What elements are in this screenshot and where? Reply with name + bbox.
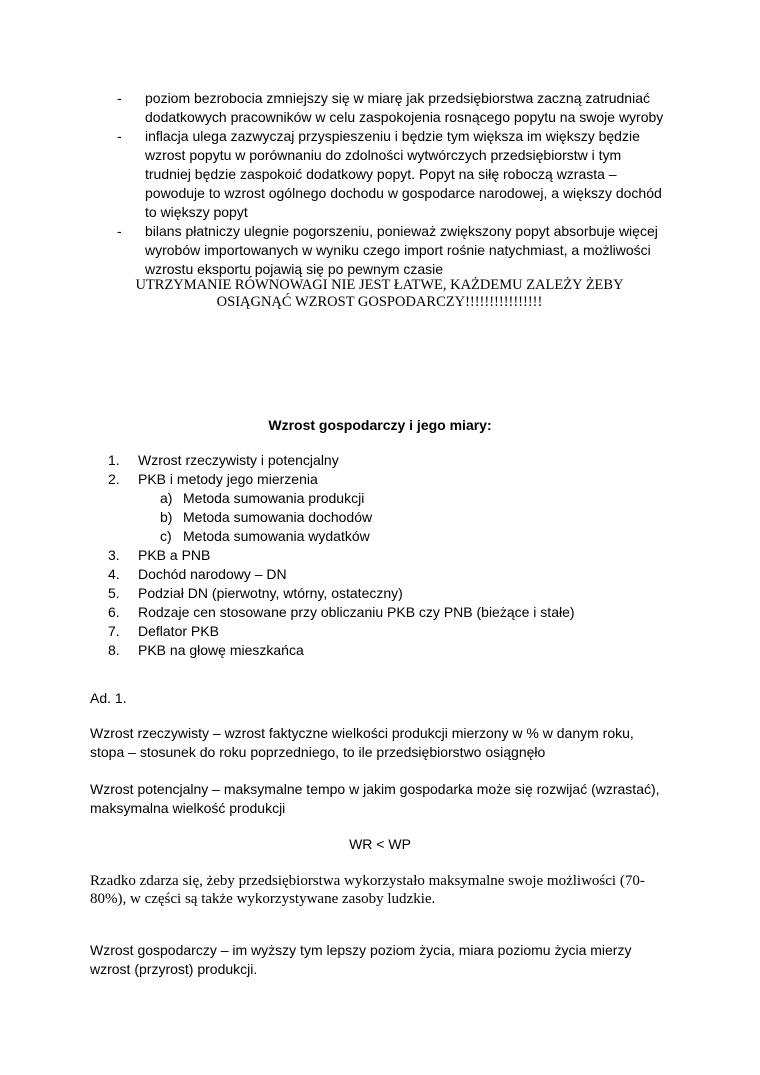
dash-marker: - bbox=[117, 223, 122, 239]
outline-text: Dochód narodowy – DN bbox=[138, 566, 287, 582]
outline-text: PKB na głowę mieszkańca bbox=[138, 642, 304, 658]
outline-marker: 8. bbox=[108, 642, 120, 658]
outline-item bbox=[108, 603, 668, 622]
outline-text: PKB a PNB bbox=[138, 547, 211, 563]
list-item-text: bilans płatniczy ulegnie pogorszeniu, ponieważ zwiększony popyt absorbuje więcej wyrobów importowanych w wyniku czego import rośnie natychmiast, a możliwości wzrostu eksportu pojawią się po pewnym czasie bbox=[145, 223, 658, 277]
outline-marker: 1. bbox=[108, 452, 120, 468]
outline-marker: 7. bbox=[108, 623, 120, 639]
consequences-list bbox=[117, 89, 677, 279]
ad-heading: Ad. 1. bbox=[90, 690, 127, 706]
formula: WR < WP bbox=[349, 836, 411, 852]
outline-marker: 3. bbox=[108, 547, 120, 563]
outline-marker: b) bbox=[160, 509, 173, 525]
outline-item bbox=[108, 451, 668, 470]
section-title: Wzrost gospodarczy i jego miary: bbox=[268, 417, 492, 433]
outline-text: Podział DN (pierwotny, wtórny, ostateczny) bbox=[138, 585, 403, 601]
list-item bbox=[117, 89, 677, 127]
outline-marker: 6. bbox=[108, 604, 120, 620]
paragraph-economic-growth: Wzrost gospodarczy – im wyższy tym lepszy poziom życia, miara poziomu życia mierzy wzrost (przyrost) produkcji. bbox=[90, 942, 632, 977]
outline-marker: c) bbox=[160, 528, 172, 544]
paragraph-potential-growth: Wzrost potencjalny – maksymalne tempo w jakim gospodarka może się rozwijać (wzrastać), maksymalna wielkość produkcji bbox=[90, 781, 660, 816]
outline-text: Metoda sumowania dochodów bbox=[183, 509, 373, 525]
outline-text: Metoda sumowania produkcji bbox=[183, 490, 365, 506]
outline-subitem bbox=[108, 527, 668, 546]
paragraph-real-growth: Wzrost rzeczywisty – wzrost faktyczne wielkości produkcji mierzony w % w danym roku, stopa – stosunek do roku poprzedniego, to ile przedsiębiorstwo osiągnęło bbox=[90, 725, 634, 760]
outline-item bbox=[108, 622, 668, 641]
outline-item bbox=[108, 546, 668, 565]
emphasis-statement: UTRZYMANIE RÓWNOWAGI NIE JEST ŁATWE, KAŻDEMU ZALEŻY ŻEBY OSIĄGNĄĆ WZROST GOSPODARCZY!!!!!!!!!!!!!!!! bbox=[135, 277, 624, 310]
outline-text: Rodzaje cen stosowane przy obliczaniu PKB czy PNB (bieżące i stałe) bbox=[138, 604, 575, 620]
outline-item bbox=[108, 470, 668, 489]
list-item-text: poziom bezrobocia zmniejszy się w miarę jak przedsiębiorstwa zaczną zatrudniać dodatkowych pracowników w celu zaspokojenia rosnącego popytu na swoje wyroby bbox=[145, 90, 664, 125]
outline-list bbox=[108, 451, 668, 660]
list-item-text: inflacja ulega zazwyczaj przyspieszeniu i będzie tym większa im większy będzie wzrost popytu w porównaniu do zdolności wytwórczych przedsiębiorstw i tym trudniej będzie zaspokoić dodatkowy popyt. Popyt na siłę roboczą wzrasta – powoduje to wzrost ogólnego dochodu w gospodarce narodowej, a większy dochód to większy popyt bbox=[145, 128, 662, 220]
outline-subitem bbox=[108, 489, 668, 508]
list-item bbox=[117, 127, 677, 222]
dash-marker: - bbox=[117, 128, 122, 144]
outline-marker: 5. bbox=[108, 585, 120, 601]
dash-marker: - bbox=[117, 90, 122, 106]
outline-item bbox=[108, 641, 668, 660]
outline-marker: 2. bbox=[108, 471, 120, 487]
outline-text: PKB i metody jego mierzenia bbox=[138, 471, 318, 487]
paragraph-rarely: Rzadko zdarza się, żeby przedsiębiorstwa wykorzystało maksymalne swoje możliwości (70- 80%), w części są także wykorzystywane zasoby ludzkie. bbox=[90, 873, 645, 907]
outline-text: Deflator PKB bbox=[138, 623, 219, 639]
outline-subitem bbox=[108, 508, 668, 527]
outline-item bbox=[108, 584, 668, 603]
outline-text: Metoda sumowania wydatków bbox=[183, 528, 370, 544]
outline-marker: a) bbox=[160, 490, 173, 506]
list-item bbox=[117, 222, 677, 279]
outline-text: Wzrost rzeczywisty i potencjalny bbox=[138, 452, 339, 468]
outline-marker: 4. bbox=[108, 566, 120, 582]
outline-item bbox=[108, 565, 668, 584]
